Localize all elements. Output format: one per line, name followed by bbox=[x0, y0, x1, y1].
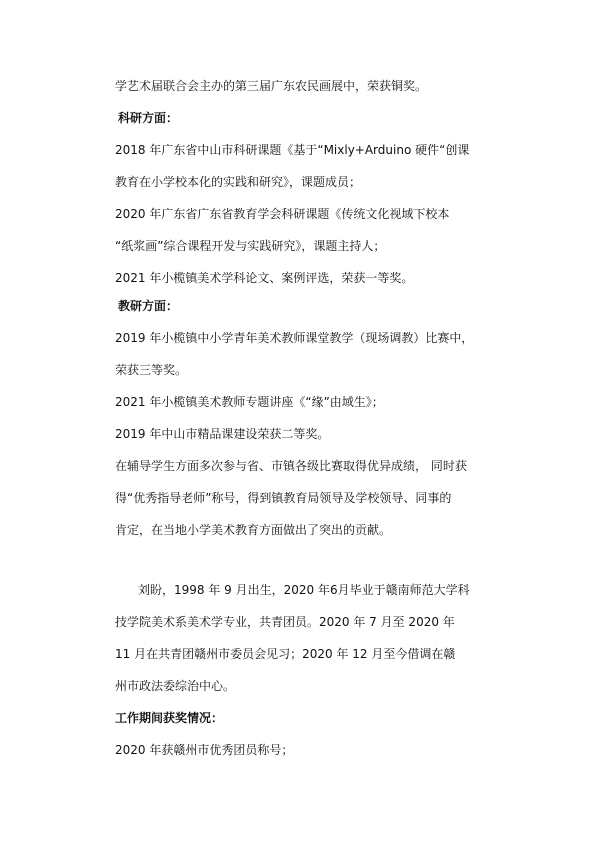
text-line: 肯定，在当地小学美术教育方面做出了突出的贡献。 bbox=[115, 523, 392, 537]
text-line: “纸浆画”综合课程开发与实践研究》，课题主持人； bbox=[115, 239, 386, 253]
text-line: 荣获三等奖。 bbox=[115, 363, 188, 377]
text-line: 学艺术届联合会主办的第三届广东农民画展中，荣获铜奖。 bbox=[115, 79, 428, 93]
text-line: 技学院美术系美术学专业，共青团员。2020 年 7 月至 2020 年 bbox=[115, 615, 455, 629]
section-heading-teaching-research: 教研方面： bbox=[118, 299, 179, 313]
text-line: 2020 年广东省广东省教育学会科研课题《传统文化视域下校本 bbox=[115, 207, 450, 221]
text-line: 在辅导学生方面多次参与省、市镇各级比赛取得优异成绩， 同时获 bbox=[115, 459, 467, 473]
text-line: 州市政法委综治中心。 bbox=[115, 679, 236, 693]
text-line: 2021 年小榄镇美术学科论文、案例评选，荣获一等奖。 bbox=[115, 271, 414, 285]
section-heading-research: 科研方面： bbox=[118, 111, 179, 125]
text-line: 教育在小学校本化的实践和研究》，课题成员； bbox=[115, 175, 362, 189]
text-line: 2018 年广东省中山市科研课题《基于“Mixly+Arduino 硬件“创课 bbox=[115, 143, 470, 157]
text-line: 2020 年获赣州市优秀团员称号； bbox=[115, 743, 294, 757]
text-line: 2021 年小榄镇美术教师专题讲座《“缘”由域生》； bbox=[115, 395, 384, 409]
text-line: 11 月在共青团赣州市委员会见习；2020 年 12 月至今借调在赣 bbox=[115, 647, 456, 661]
paragraph-first-line: 刘盼，1998 年 9 月出生，2020 年6月毕业于赣南师范大学科 bbox=[138, 583, 470, 597]
text-line: 得“优秀指导老师”称号，得到镇教育局领导及学校领导、同事的 bbox=[115, 491, 452, 505]
section-heading-awards: 工作期间获奖情况： bbox=[115, 711, 224, 725]
text-line: 2019 年小榄镇中小学青年美术教师课堂教学（现场调教）比赛中， bbox=[115, 331, 474, 345]
text-line: 2019 年中山市精品课建设荣获二等奖。 bbox=[115, 427, 330, 441]
